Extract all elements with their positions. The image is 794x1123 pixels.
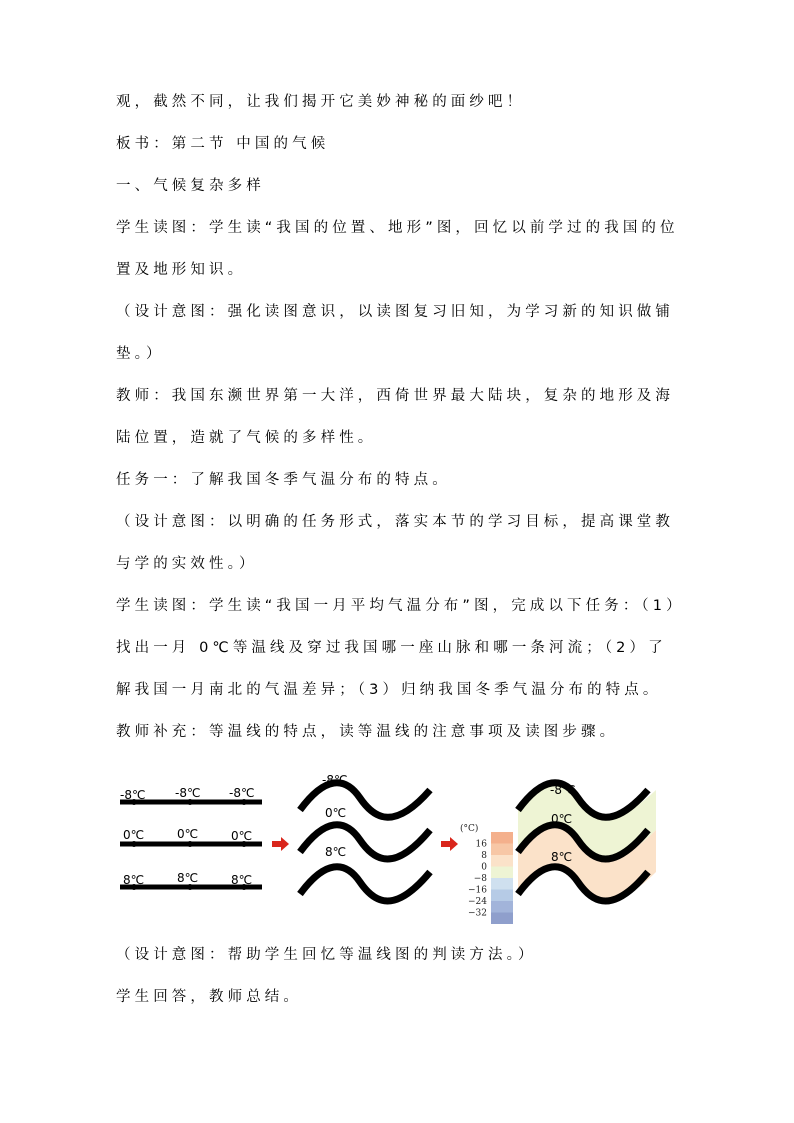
label: -8℃	[175, 786, 201, 800]
paragraph-9: 学生读图：学生读“我国一月平均气温分布”图，完成以下任务：（1）找出一月 0℃等温线及穿过我国哪一座山脉和哪一条河流；（2）了解我国一月南北的气温差异；（3）归纳我国冬季气温分布的特点。	[116, 598, 678, 698]
station-dot	[187, 841, 193, 847]
paragraph-4: 学生读图：学生读“我国的位置、地形”图，回忆以前学过的我国的位置及地形知识。	[116, 220, 679, 278]
legend-swatch	[491, 878, 513, 890]
legend-swatch	[491, 832, 513, 844]
label: -8℃	[550, 783, 576, 797]
legend-unit: (°C)	[460, 824, 479, 834]
arrow-right-icon	[441, 837, 458, 851]
legend-tick-label: 16	[475, 839, 487, 850]
label: 8℃	[177, 871, 199, 885]
paragraph-5: （设计意图：强化读图意识，以读图复习旧知，为学习新的知识做铺垫。）	[116, 304, 674, 362]
label: 8℃	[123, 873, 145, 887]
paragraph-2: 板书：第二节 中国的气候	[116, 136, 330, 152]
paragraph-8: （设计意图：以明确的任务形式，落实本节的学习目标，提高课堂教与学的实效性。）	[116, 514, 674, 572]
legend-tick-label: −16	[468, 885, 487, 896]
paragraph-3: 一、气候复杂多样	[116, 178, 265, 194]
label: -8℃	[322, 773, 348, 787]
legend-swatch	[491, 901, 513, 913]
legend-tick-label: 0	[481, 862, 487, 873]
legend-tick-label: −32	[468, 908, 487, 919]
legend-tick-label: 8	[481, 851, 487, 861]
label: 8℃	[325, 845, 347, 859]
paragraph-11: （设计意图：帮助学生回忆等温线图的判读方法。）	[116, 947, 537, 963]
isotherm-figure	[114, 768, 674, 928]
label: -8℃	[229, 786, 255, 800]
label: 0℃	[123, 828, 145, 842]
legend-tick-label: −24	[468, 897, 487, 907]
paragraph-7: 任务一：了解我国冬季气温分布的特点。	[116, 472, 451, 488]
panel-straight-isotherms	[120, 786, 262, 890]
legend-swatch	[491, 867, 513, 879]
paragraph-12: 学生回答，教师总结。	[116, 989, 302, 1005]
isotherm-diagram	[114, 768, 674, 928]
legend-swatch	[491, 844, 513, 856]
arrow-right-icon	[272, 837, 289, 851]
legend-swatch	[491, 913, 513, 925]
temperature-legend	[460, 823, 513, 924]
isotherm-curve-8	[300, 867, 430, 901]
legend-tick-label: −8	[473, 874, 487, 884]
label: 0℃	[551, 812, 573, 826]
legend-swatch	[491, 890, 513, 902]
label: 0℃	[325, 806, 347, 820]
paragraph-6: 教师：我国东濒世界第一大洋，西倚世界最大陆块，复杂的地形及海陆位置，造就了气候的多样性。	[116, 388, 674, 446]
label: -8℃	[120, 788, 146, 802]
panel-wavy-isotherms	[300, 773, 430, 901]
label: 8℃	[231, 873, 253, 887]
legend-swatch	[491, 855, 513, 867]
paragraph-1: 观，截然不同，让我们揭开它美妙神秘的面纱吧！	[116, 94, 526, 110]
label: 8℃	[551, 850, 573, 864]
legend-ticks	[468, 840, 487, 919]
isotherm-curve-0	[300, 825, 430, 859]
isotherm-curve-minus8	[300, 783, 430, 817]
paragraph-10: 教师补充：等温线的特点，读等温线的注意事项及读图步骤。	[116, 724, 619, 740]
legend-swatches	[491, 832, 513, 924]
label: 0℃	[231, 829, 253, 843]
label: 0℃	[177, 827, 199, 841]
panel-shaded-isotherms	[518, 783, 656, 901]
